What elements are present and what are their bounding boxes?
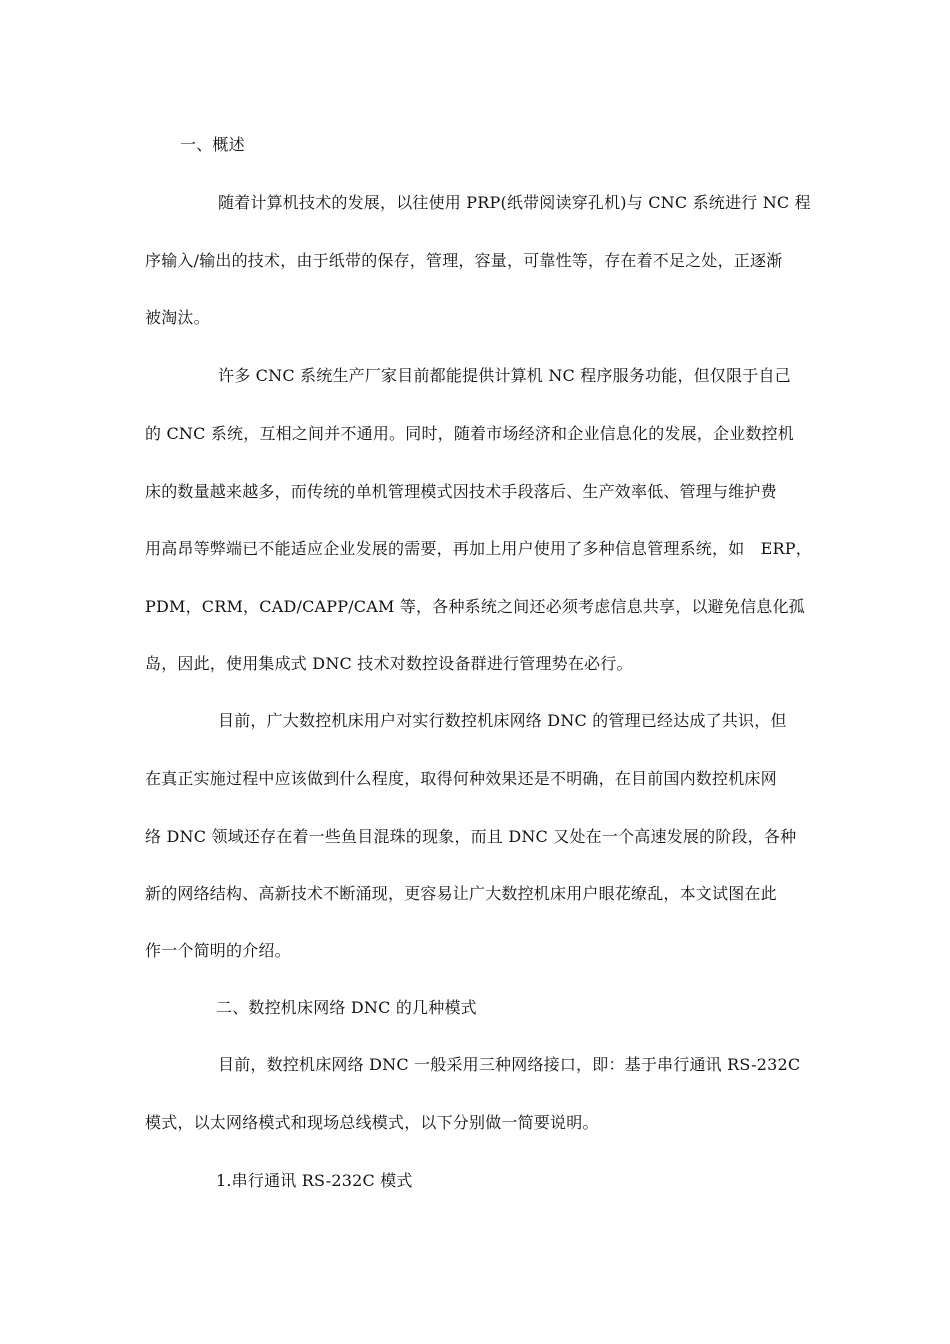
paragraph-line: 络 DNC 领域还存在着一些鱼目混珠的现象，而且 DNC 又处在一个高速发展的阶段，各种 <box>145 827 797 846</box>
section-heading-overview: 一、概述 <box>180 135 245 154</box>
paragraph-line: 许多 CNC 系统生产厂家目前都能提供计算机 NC 程序服务功能，但仅限于自己 <box>218 366 791 385</box>
paragraph-line: PDM，CRM，CAD/CAPP/CAM 等，各种系统之间还必须考虑信息共享，以避免信息化孤 <box>145 597 805 616</box>
paragraph-line: 新的网络结构、高新技术不断涌现，更容易让广大数控机床用户眼花缭乱，本文试图在此 <box>145 884 777 903</box>
paragraph-line: 在真正实施过程中应该做到什么程度，取得何种效果还是不明确，在目前国内数控机床网 <box>145 769 777 788</box>
paragraph-line: 模式，以太网络模式和现场总线模式，以下分别做一简要说明。 <box>145 1113 599 1132</box>
section-heading-dnc-modes: 二、数控机床网络 DNC 的几种模式 <box>216 998 477 1017</box>
paragraph-line: 序输入/输出的技术，由于纸带的保存，管理，容量，可靠性等，存在着不足之处，正逐渐 <box>145 251 783 270</box>
paragraph-line: 的 CNC 系统，互相之间并不通用。同时，随着市场经济和企业信息化的发展，企业数控机 <box>145 424 795 443</box>
paragraph-line: 被淘汰。 <box>145 308 210 327</box>
paragraph-line: 岛，因此，使用集成式 DNC 技术对数控设备群进行管理势在必行。 <box>145 654 633 673</box>
paragraph-line: 目前，数控机床网络 DNC 一般采用三种网络接口，即：基于串行通讯 RS-232C <box>218 1055 801 1074</box>
paragraph-line: 目前，广大数控机床用户对实行数控机床网络 DNC 的管理已经达成了共识，但 <box>218 711 787 730</box>
paragraph-line: 床的数量越来越多，而传统的单机管理模式因技术手段落后、生产效率低、管理与维护费 <box>145 482 777 501</box>
subsection-heading-rs232c: 1.串行通讯 RS-232C 模式 <box>216 1171 413 1190</box>
paragraph-line: 用高昂等弊端已不能适应企业发展的需要，再加上用户使用了多种信息管理系统，如 ERP， <box>145 539 812 558</box>
paragraph-line: 随着计算机技术的发展，以往使用 PRP(纸带阅读穿孔机)与 CNC 系统进行 NC 程 <box>218 193 811 212</box>
paragraph-line: 作一个简明的介绍。 <box>145 941 291 960</box>
